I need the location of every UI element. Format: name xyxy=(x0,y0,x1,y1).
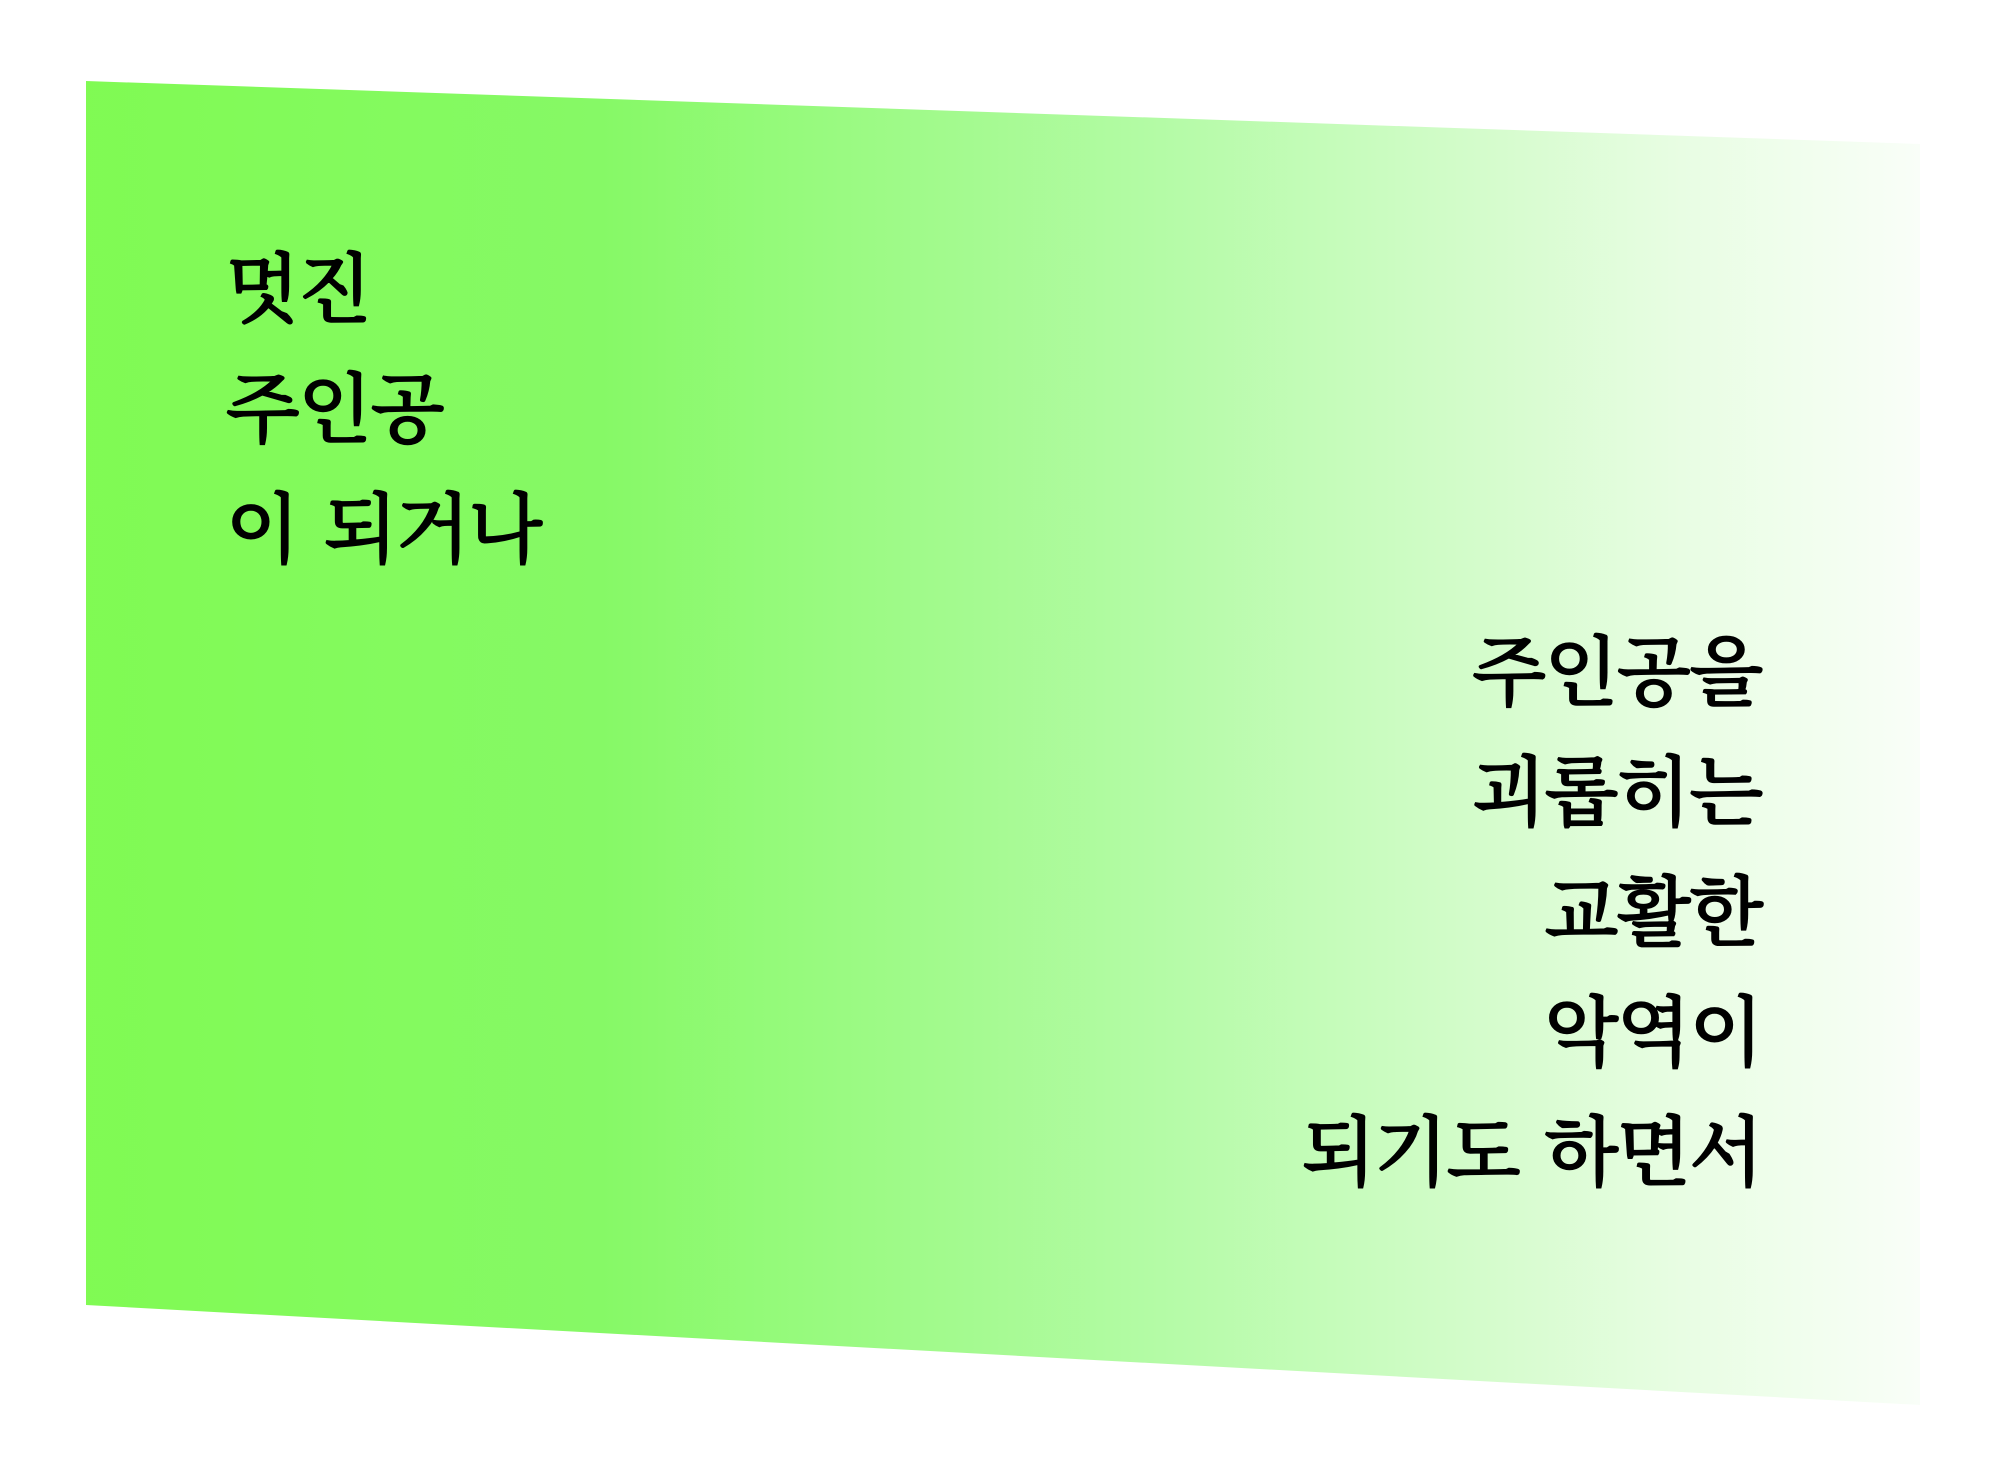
right-line-4: 악역이 xyxy=(1544,988,1762,1077)
left-line-3: 이 되거나 xyxy=(226,485,542,574)
left-line-1: 멋진 xyxy=(226,245,371,334)
right-line-1: 주인공을 xyxy=(1472,628,1762,717)
left-line-2: 주인공 xyxy=(226,365,444,454)
right-line-3: 교활한 xyxy=(1544,868,1762,957)
right-text-block xyxy=(1302,613,1762,1213)
right-line-2: 괴롭히는 xyxy=(1472,748,1762,837)
right-line-5: 되기도 하면서 xyxy=(1302,1108,1762,1197)
left-text-block xyxy=(226,230,541,590)
